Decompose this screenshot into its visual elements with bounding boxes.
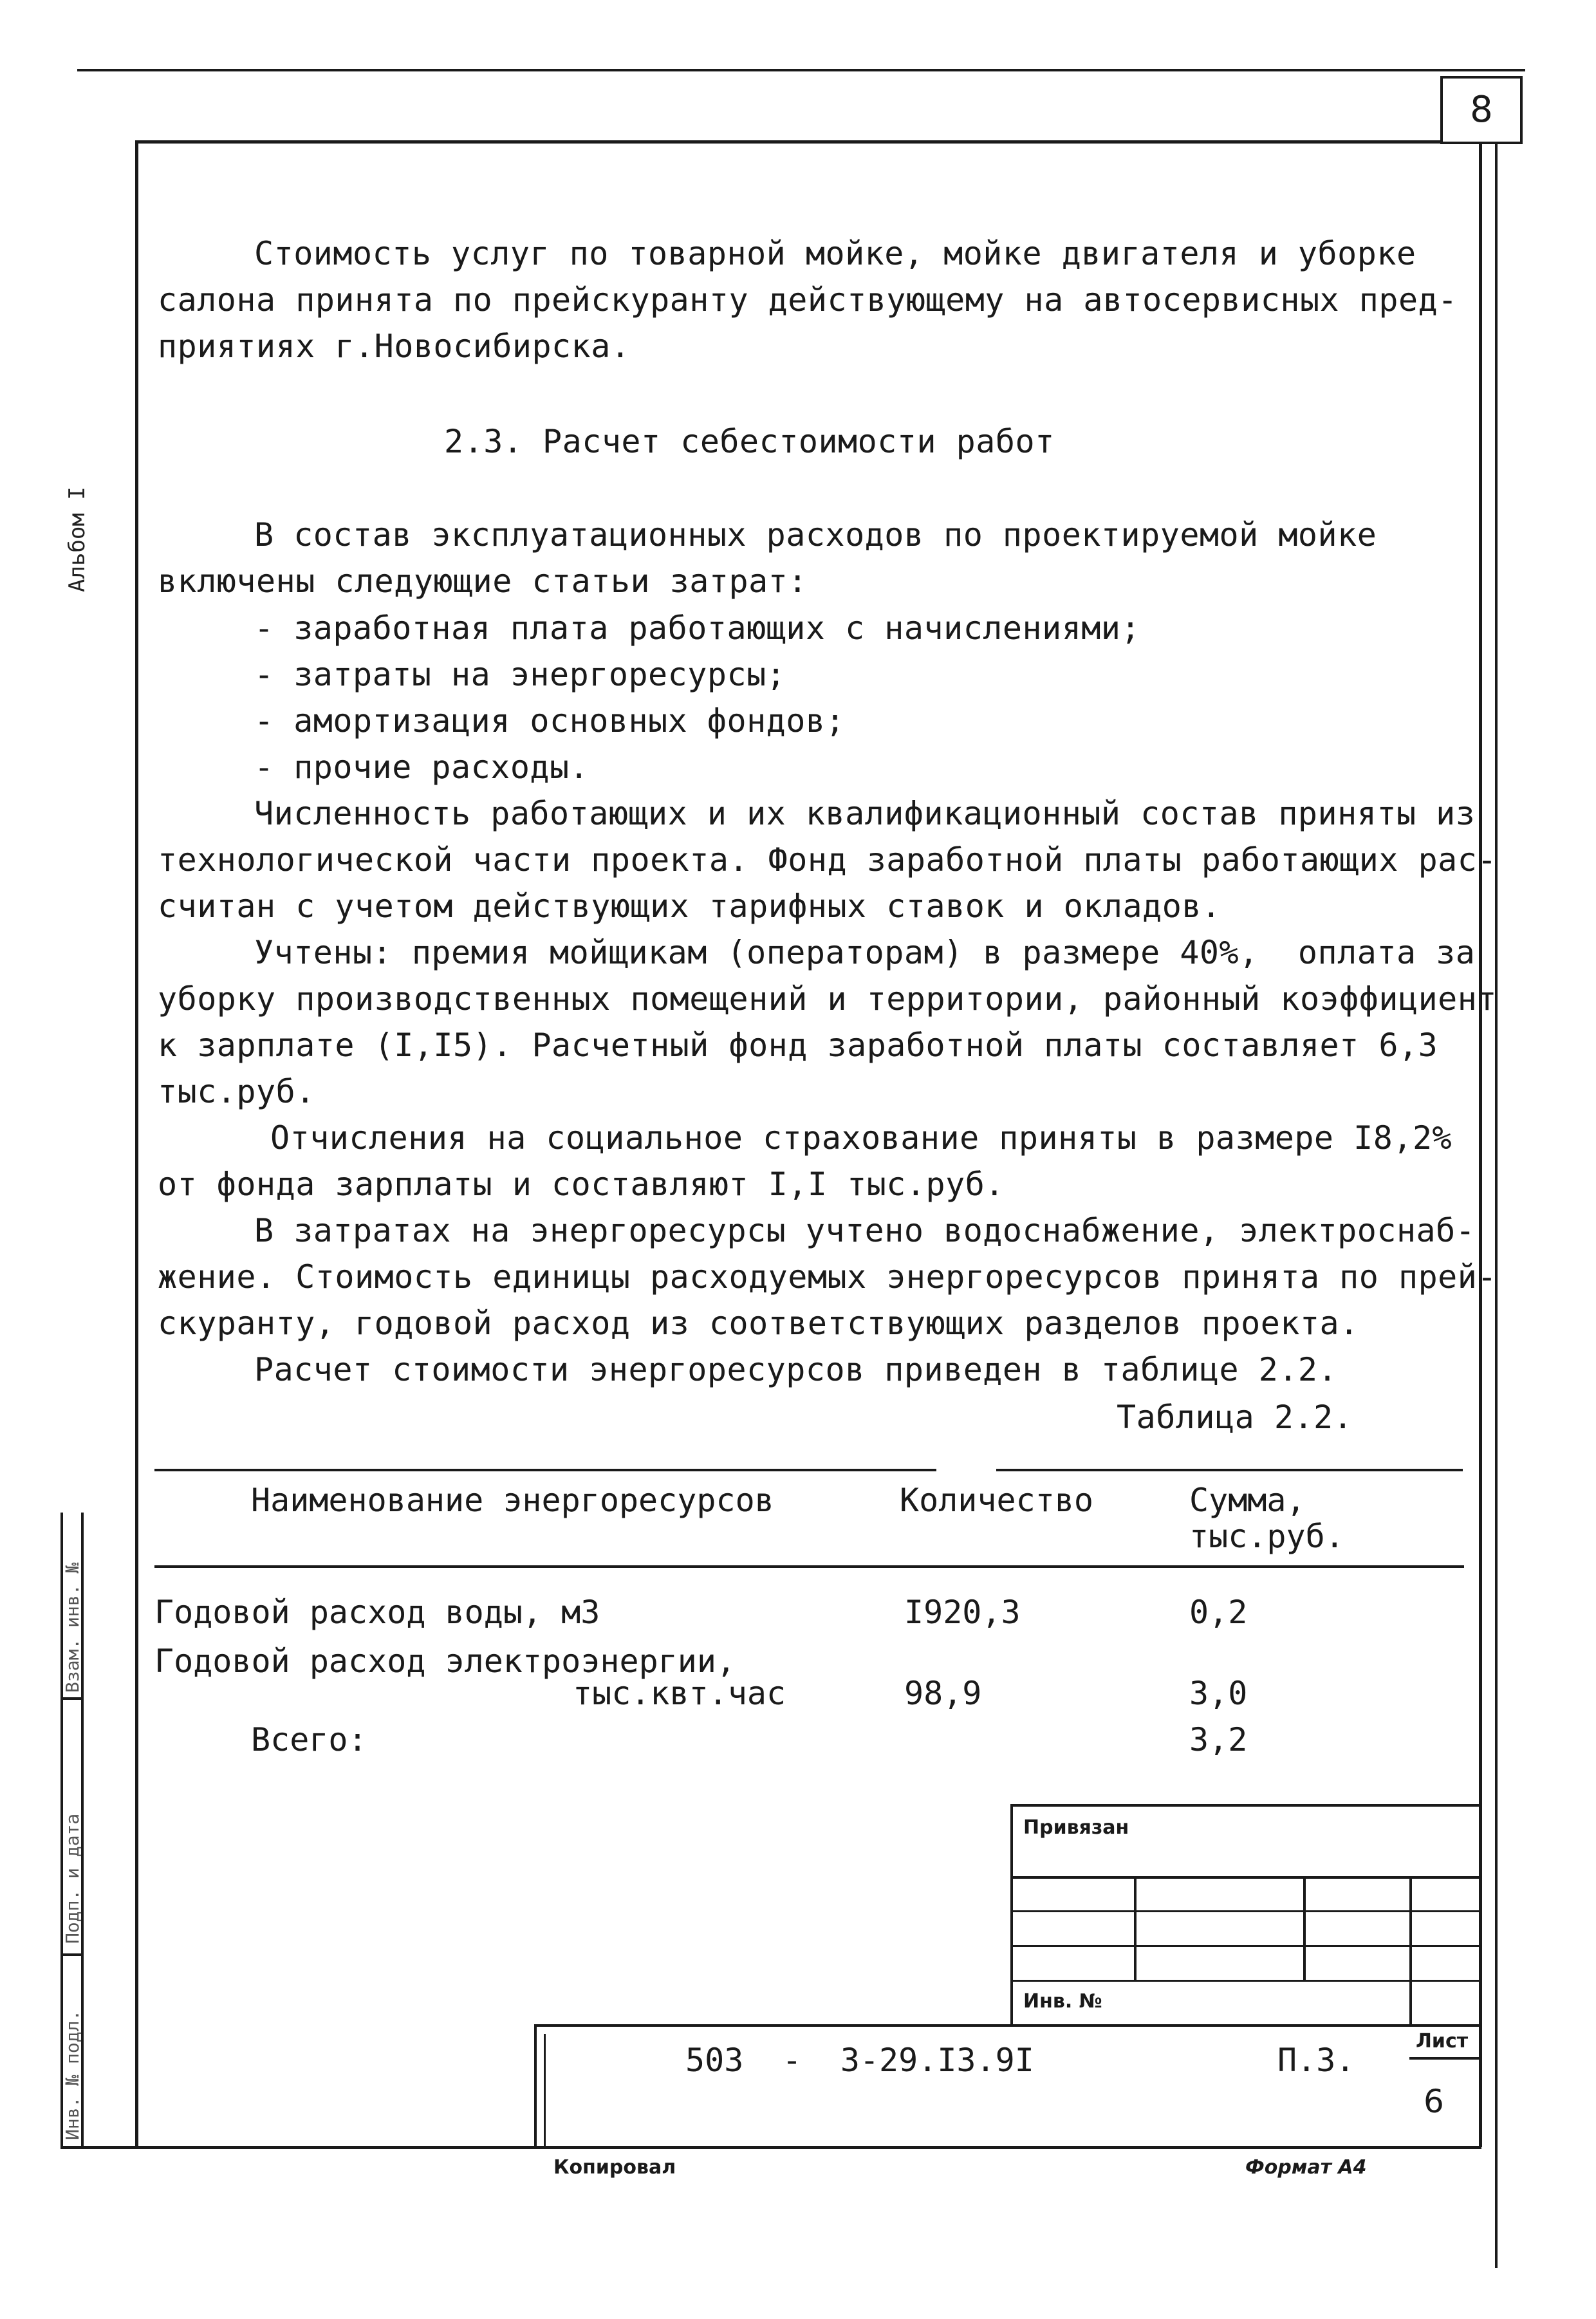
table-total-sum: 3,2	[1189, 1721, 1248, 1758]
inv-orig-label: Инв. № подл.	[62, 2009, 83, 2140]
table-row-2-name-1: Годовой расход электроэнергии,	[154, 1643, 736, 1680]
section-title: 2.3. Расчет себестоимости работ	[444, 423, 1055, 460]
table-row-2-qty: 98,9	[904, 1675, 982, 1712]
paragraph-7: Расчет стоимости энергоресурсов приведен в таблице 2.2.	[254, 1351, 1338, 1388]
doc-code-box-inner-left	[544, 2034, 546, 2147]
paragraph-4-line-1: Учтены: премия мойщикам (операторам) в размере 40%, оплата за	[254, 934, 1476, 971]
paragraph-4-line-3: к зарплате (I,I5). Расчетный фонд заработной платы составляет 6,3	[158, 1027, 1438, 1064]
privyazan-label: Привязан	[1023, 1816, 1129, 1839]
table-top-rule-2	[996, 1469, 1463, 1471]
page-number-box	[1440, 76, 1523, 144]
frame-right-outer	[1495, 144, 1498, 2268]
album-label: Альбом I	[64, 487, 90, 592]
sheet-number: 6	[1424, 2083, 1444, 2120]
paragraph-1-line-1: Стоимость услуг по товарной мойке, мойке двигателя и уборке	[254, 235, 1416, 272]
table-row-2-name-2: тыс.квт.час	[573, 1675, 786, 1712]
stamp-vrule-1	[1134, 1876, 1137, 1982]
table-header-name: Наименование энергоресурсов	[251, 1482, 774, 1519]
paragraph-3-line-2: технологической части проекта. Фонд заработной платы работающих рас-	[158, 841, 1497, 879]
stamp-vrule-3	[1409, 1876, 1412, 2027]
list-item: - затраты на энергоресурсы;	[254, 656, 786, 693]
paragraph-5-line-1: Отчисления на социальное страхование приняты в размере I8,2%	[270, 1119, 1452, 1157]
frame-left	[135, 140, 138, 2148]
page-number: 8	[1470, 89, 1493, 131]
sign-date-label: Подп. и дата	[62, 1813, 83, 1944]
margin-box-divider-2	[60, 1953, 84, 1956]
table-row-1-name: Годовой расход воды, м3	[154, 1594, 600, 1631]
table-row-1-sum: 0,2	[1189, 1594, 1248, 1631]
frame-top	[138, 140, 1442, 144]
table-caption: Таблица 2.2.	[1117, 1399, 1353, 1436]
paragraph-6-line-1: В затратах на энергоресурсы учтено водоснабжение, электроснаб-	[254, 1212, 1476, 1249]
sheet-label: Лист	[1416, 2030, 1469, 2053]
paragraph-1-line-2: салона принята по прейскуранту действующему на автосервисных пред-	[158, 281, 1458, 319]
doc-code: 503 - 3-29.I3.9I	[685, 2042, 1034, 2079]
list-item: - заработная плата работающих с начислениями;	[254, 610, 1141, 647]
paragraph-2-line-2: включены следующие статьи затрат:	[158, 563, 808, 600]
table-header-sum-2: тыс.руб.	[1189, 1518, 1344, 1555]
footer-format: Формат А4	[1245, 2156, 1367, 2179]
table-top-rule-1	[154, 1469, 936, 1471]
top-rule	[77, 69, 1525, 71]
paragraph-5-line-2: от фонда зарплаты и составляют I,I тыс.руб.	[158, 1166, 1005, 1203]
paragraph-6-line-3: скуранту, годовой расход из соответствующих разделов проекта.	[158, 1305, 1359, 1342]
table-header-qty: Количество	[900, 1482, 1094, 1519]
table-row-2-sum: 3,0	[1189, 1675, 1248, 1712]
table-header-rule	[154, 1565, 1464, 1568]
paragraph-2-line-1: В состав эксплуатационных расходов по проектируемой мойке	[254, 516, 1377, 554]
paragraph-4-line-4: тыс.руб.	[158, 1073, 315, 1110]
sheet-rule	[1409, 2057, 1480, 2060]
table-total-label: Всего:	[251, 1721, 367, 1758]
margin-box-divider-1	[60, 1697, 84, 1700]
paragraph-3-line-3: считан с учетом действующих тарифных ставок и окладов.	[158, 888, 1221, 925]
list-item: - прочие расходы.	[254, 749, 589, 786]
inv-no-label: Инв. №	[1023, 1990, 1102, 2013]
list-item: - амортизация основных фондов;	[254, 702, 846, 740]
paragraph-1-line-3: приятиях г.Новосибирска.	[158, 328, 631, 365]
paragraph-3-line-1: Численность работающих и их квалификационный состав приняты из	[254, 795, 1476, 832]
paragraph-6-line-2: жение. Стоимость единицы расходуемых энергоресурсов принята по прей-	[158, 1258, 1497, 1296]
footer-copied: Копировал	[553, 2156, 676, 2179]
stamp-vrule-2	[1303, 1876, 1306, 1982]
paragraph-4-line-2: уборку производственных помещений и территории, районный коэффициент	[158, 980, 1497, 1018]
vzam-inv-label: Взам. инв. №	[62, 1562, 83, 1693]
table-header-sum-1: Сумма,	[1189, 1482, 1306, 1519]
table-row-1-qty: I920,3	[904, 1594, 1021, 1631]
section-code: П.3.	[1277, 2042, 1355, 2079]
